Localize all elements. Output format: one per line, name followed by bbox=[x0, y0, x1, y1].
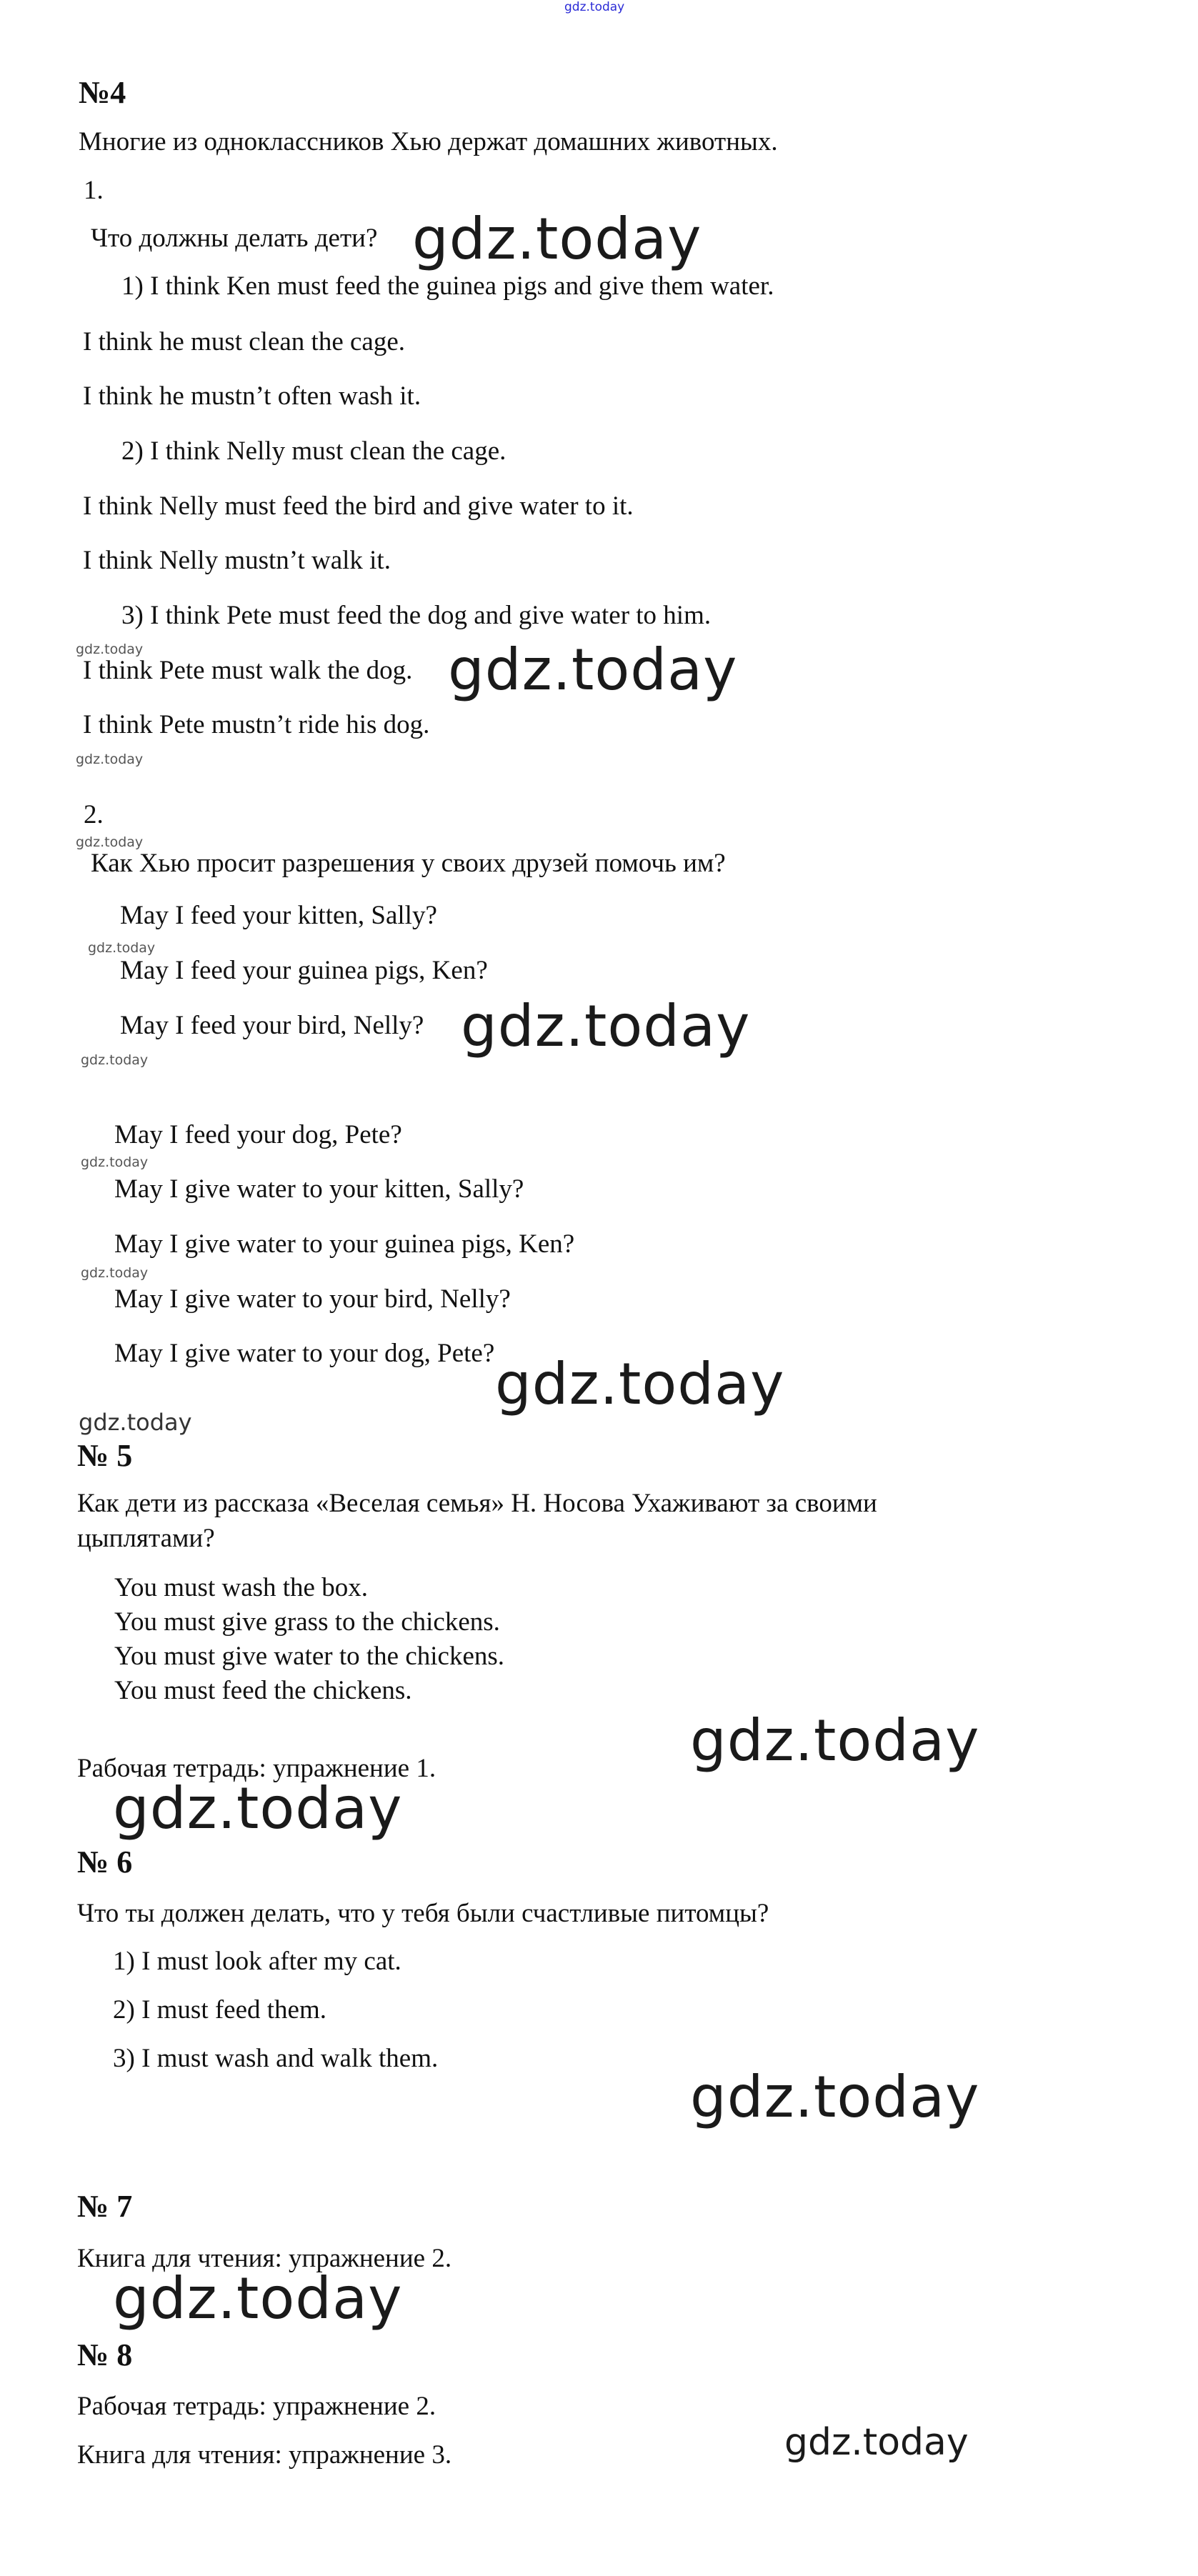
answer-line: I think Nelly must feed the bird and give water to it. bbox=[83, 491, 634, 521]
answer-line: You must feed the chickens. bbox=[114, 1676, 412, 1705]
answer-line: 2) I think Nelly must clean the cage. bbox=[121, 436, 506, 466]
part-2-question: Как Хью просит разрешения у своих друзей помочь им? bbox=[91, 849, 726, 878]
watermark: gdz.today bbox=[690, 1707, 980, 1774]
section-7-title: № 7 bbox=[77, 2189, 133, 2224]
section-8-note: Книга для чтения: упражнение 3. bbox=[77, 2440, 452, 2470]
part-1-question: Что должны делать дети? bbox=[91, 224, 378, 253]
watermark: gdz.today bbox=[76, 752, 144, 767]
watermark: gdz.today bbox=[79, 1409, 192, 1436]
question-line: May I feed your guinea pigs, Ken? bbox=[120, 956, 488, 985]
section-7-note: Книга для чтения: упражнение 2. bbox=[77, 2244, 452, 2273]
answer-line: You must give grass to the chickens. bbox=[114, 1607, 500, 1637]
section-8-note: Рабочая тетрадь: упражнение 2. bbox=[77, 2392, 436, 2421]
question-line: May I feed your kitten, Sally? bbox=[120, 901, 437, 930]
part-2-number: 2. bbox=[84, 800, 104, 829]
section-5-question-cont: цыплятами? bbox=[77, 1524, 215, 1553]
question-line: May I give water to your bird, Nelly? bbox=[114, 1284, 511, 1314]
watermark: gdz.today bbox=[88, 940, 156, 956]
answer-line: I think Pete must walk the dog. bbox=[83, 656, 413, 685]
answer-line: You must give water to the chickens. bbox=[114, 1642, 505, 1671]
section-6-title: № 6 bbox=[77, 1844, 133, 1879]
answer-line: I think he must clean the cage. bbox=[83, 327, 406, 356]
watermark: gdz.today bbox=[81, 1052, 149, 1068]
watermark-top: gdz.today bbox=[564, 0, 625, 14]
part-1-number: 1. bbox=[84, 176, 104, 205]
watermark: gdz.today bbox=[495, 1351, 785, 1417]
answer-line: I think Nelly mustn’t walk it. bbox=[83, 546, 391, 575]
section-4-title: №4 bbox=[79, 75, 126, 110]
answer-line: I think he mustn’t often wash it. bbox=[83, 381, 421, 411]
question-line: May I feed your dog, Pete? bbox=[114, 1120, 402, 1149]
section-5-question: Как дети из рассказа «Веселая семья» Н. Носова Ухаживают за своими bbox=[77, 1489, 877, 1518]
section-6-question: Что ты должен делать, что у тебя были счастливые питомцы? bbox=[77, 1899, 769, 1928]
section-8-title: № 8 bbox=[77, 2337, 133, 2372]
watermark: gdz.today bbox=[461, 993, 751, 1059]
watermark: gdz.today bbox=[81, 1154, 149, 1170]
section-4-intro: Многие из одноклассников Хью держат домашних животных. bbox=[79, 127, 778, 156]
watermark: gdz.today bbox=[784, 2421, 969, 2464]
answer-line: 1) I must look after my cat. bbox=[113, 1947, 401, 1976]
answer-line: 3) I must wash and walk them. bbox=[113, 2044, 439, 2073]
question-line: May I give water to your kitten, Sally? bbox=[114, 1174, 524, 1204]
answer-line: 1) I think Ken must feed the guinea pigs and give them water. bbox=[121, 271, 774, 301]
watermark: gdz.today bbox=[113, 2265, 403, 2332]
watermark: gdz.today bbox=[76, 834, 144, 850]
question-line: May I give water to your guinea pigs, Ken? bbox=[114, 1229, 575, 1259]
watermark: gdz.today bbox=[76, 641, 144, 657]
answer-line: You must wash the box. bbox=[114, 1573, 368, 1602]
answer-line: 2) I must feed them. bbox=[113, 1995, 326, 2025]
section-5-note: Рабочая тетрадь: упражнение 1. bbox=[77, 1754, 436, 1783]
answer-line: I think Pete mustn’t ride his dog. bbox=[83, 710, 430, 739]
question-line: May I feed your bird, Nelly? bbox=[120, 1011, 424, 1040]
watermark: gdz.today bbox=[448, 636, 738, 703]
section-5-title: № 5 bbox=[77, 1438, 133, 1473]
watermark: gdz.today bbox=[412, 206, 702, 272]
question-line: May I give water to your dog, Pete? bbox=[114, 1339, 495, 1368]
answer-line: 3) I think Pete must feed the dog and give water to him. bbox=[121, 601, 712, 630]
watermark: gdz.today bbox=[113, 1775, 403, 1842]
watermark: gdz.today bbox=[81, 1265, 149, 1281]
watermark: gdz.today bbox=[690, 2064, 980, 2130]
